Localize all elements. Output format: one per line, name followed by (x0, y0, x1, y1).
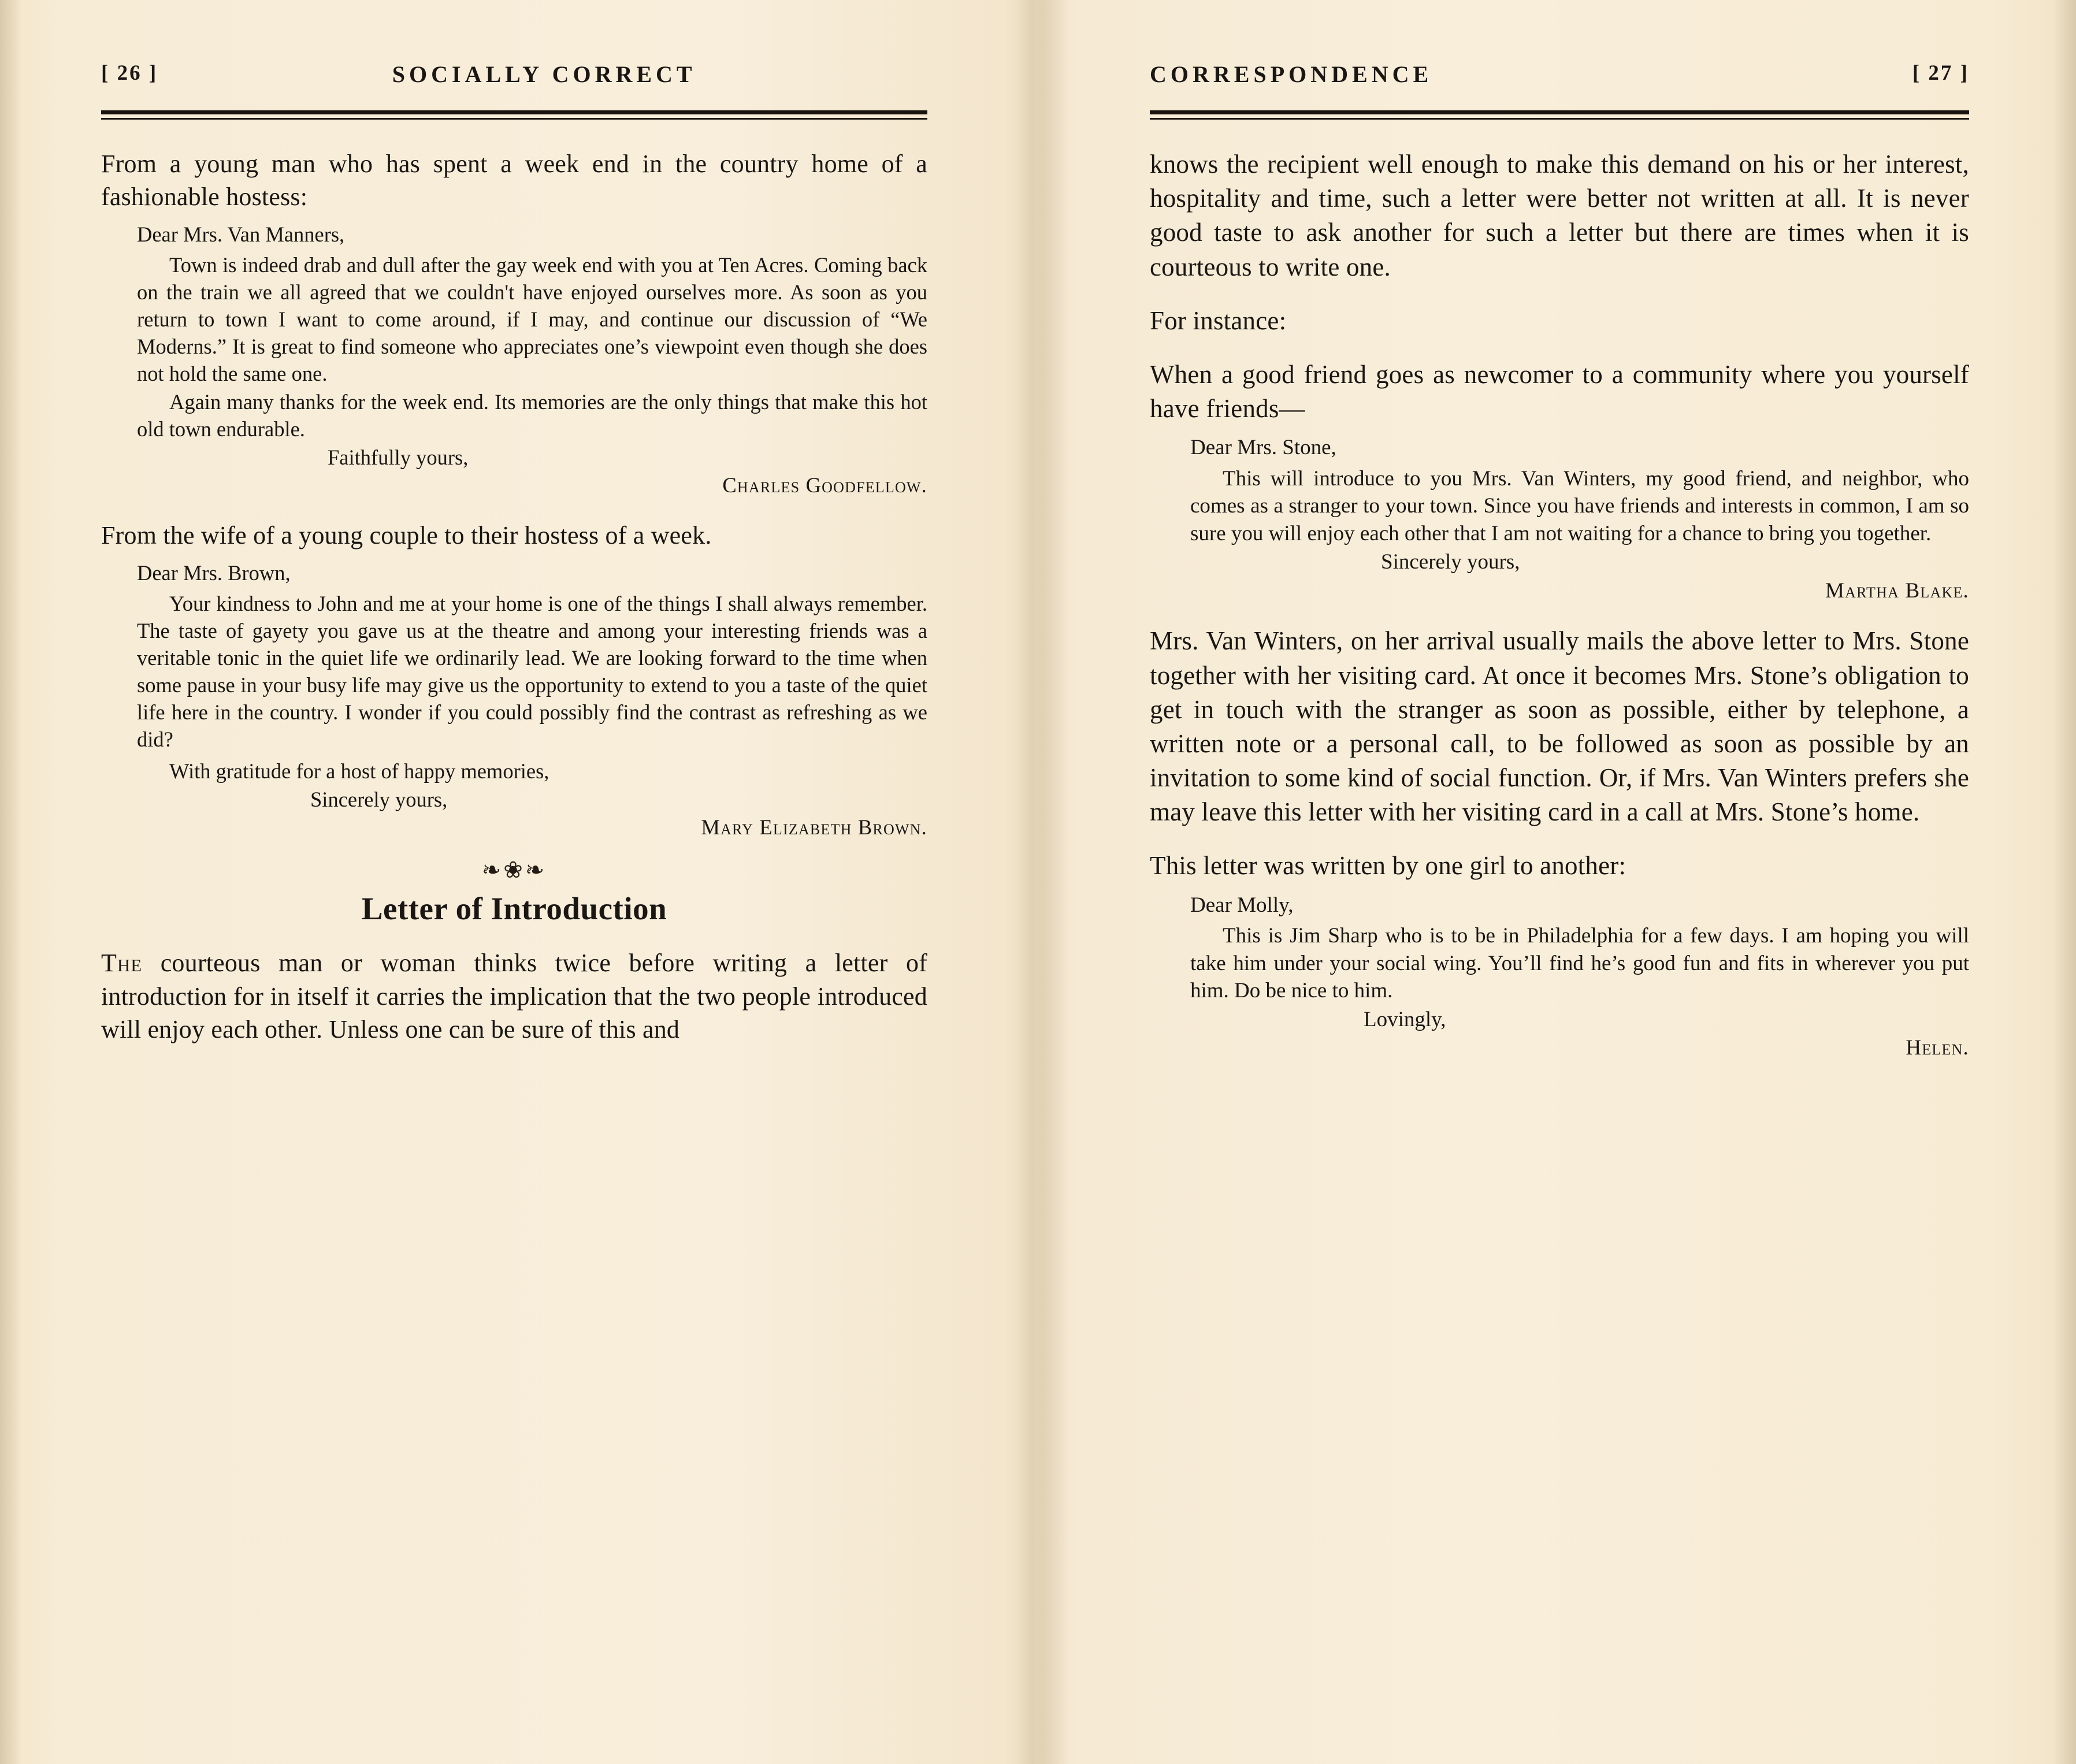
right-page (1034, 0, 2076, 1764)
letter-charles-goodfellow (137, 221, 927, 499)
letter-signature: Mary Elizabeth Brown. (701, 815, 927, 840)
letter-mary-elizabeth-brown (137, 560, 927, 841)
ornament-divider: ❧❀❧ (481, 857, 547, 883)
left-page-body (101, 147, 927, 1046)
this-letter-line: This letter was written by one girl to another: (1150, 851, 1626, 881)
right-page-edge-shadow (2053, 0, 2076, 1764)
letter-closing: Sincerely yours, (1381, 550, 1520, 574)
letter-signature: Helen. (1906, 1036, 1969, 1060)
letter-salutation: Dear Molly, (1190, 893, 1294, 917)
continued-paragraph: knows the recipient well enough to make this demand on his or her interest, hospitality and time, such a letter were better not written at all. It is never good taste to ask another for such a letter but there are times when it is courteous to write one. (1150, 150, 1969, 281)
left-page-edge-shadow (0, 0, 22, 1764)
letter-paragraph: Town is indeed drab and dull after the gay week end with you at Ten Acres. Coming back on the train we all agreed that we couldn't have enjoyed ourselves more. As soon as you return to town I want to come around, if I may, and continue our discussion of “We Moderns.” It is great to find someone who appreciates one’s viewpoint even though she does not hold the same one. (137, 253, 927, 385)
letter-signature: Martha Blake. (1825, 578, 1969, 603)
letter-closing: Faithfully yours, (328, 445, 469, 469)
intro-paragraph-1: From a young man who has spent a week end in the country home of a fashionable hostess: (101, 150, 927, 211)
right-running-head (1150, 61, 1969, 107)
letter-martha-blake (1190, 434, 1969, 604)
letter-salutation: Dear Mrs. Stone, (1190, 436, 1336, 460)
van-winters-paragraph: Mrs. Van Winters, on her arrival usually mails the above letter to Mrs. Stone together with her visiting card. At once it becomes Mrs. Stone’s obligation to get in touch with the stranger as soon as possible, either by telephone, a written note or a personal call, to be followed as soon as possible by an invitation to some kind of social function. Or, if Mrs. Van Winters prefers she may leave this letter with her visiting card in a call at Mrs. Stone’s home. (1150, 626, 1969, 827)
left-running-head (101, 61, 927, 107)
running-title-left: SOCIALLY CORRECT (392, 61, 696, 87)
letter-helen (1190, 892, 1969, 1062)
running-title-right: CORRESPONDENCE (1150, 61, 1433, 87)
letter-paragraph: Your kindness to John and me at your home is one of the things I shall always remember. The taste of gayety you gave us at the theatre and among your interesting friends was a veritable tonic in the quiet life we ordinarily lead. We are looking forward to the time when some pause in your busy life may give us the opportunity to extend to you a taste of the quiet life here in the country. I wonder if you could possibly find the contrast as refreshing as we did? (137, 592, 927, 751)
header-rule-right (1150, 110, 1969, 120)
letter-gratitude-line: With gratitude for a host of happy memories, (169, 759, 549, 783)
section-body-rest: courteous man or woman thinks twice before writing a letter of introduction for in itself it carries the implication that the two people introduced will enjoy each other. Unless one can be sure of this and (101, 949, 927, 1043)
when-friend-paragraph: When a good friend goes as newcomer to a community where you yourself have friends— (1150, 359, 1969, 424)
letter-paragraph: Again many thanks for the week end. Its memories are the only things that make this hot old town endurable. (137, 389, 927, 441)
left-page (0, 0, 1034, 1764)
page-number-left: [ 26 ] (101, 61, 158, 85)
letter-paragraph: This is Jim Sharp who is to be in Philadelphia for a few days. I am hoping you will take him under your social wing. You’ll find he’s good fun and fits in wherever you put him. Do be nice to him. (1190, 924, 1969, 1003)
header-rule-left (101, 110, 927, 120)
right-page-body (1150, 147, 1969, 1062)
letter-paragraph: This will introduce to you Mrs. Van Winters, my good friend, and neighbor, who comes as a stranger to your town. Since you have friends and interests in common, I am so sure you will enjoy each other that I am not waiting for a chance to bring you together. (1190, 466, 1969, 545)
intro-paragraph-2: From the wife of a young couple to their hostess of a week. (101, 521, 712, 550)
section-heading: Letter of Introduction (361, 891, 667, 927)
section-body-paragraph (101, 946, 927, 1046)
page-number-right: [ 27 ] (1912, 61, 1969, 85)
letter-signature: Charles Goodfellow. (722, 473, 927, 497)
for-instance-line: For instance: (1150, 306, 1287, 335)
letter-salutation: Dear Mrs. Brown, (137, 561, 291, 585)
drop-opening-words: The (101, 949, 143, 978)
letter-closing: Sincerely yours, (310, 787, 448, 811)
letter-salutation: Dear Mrs. Van Manners, (137, 222, 345, 247)
letter-closing: Lovingly, (1364, 1007, 1446, 1031)
